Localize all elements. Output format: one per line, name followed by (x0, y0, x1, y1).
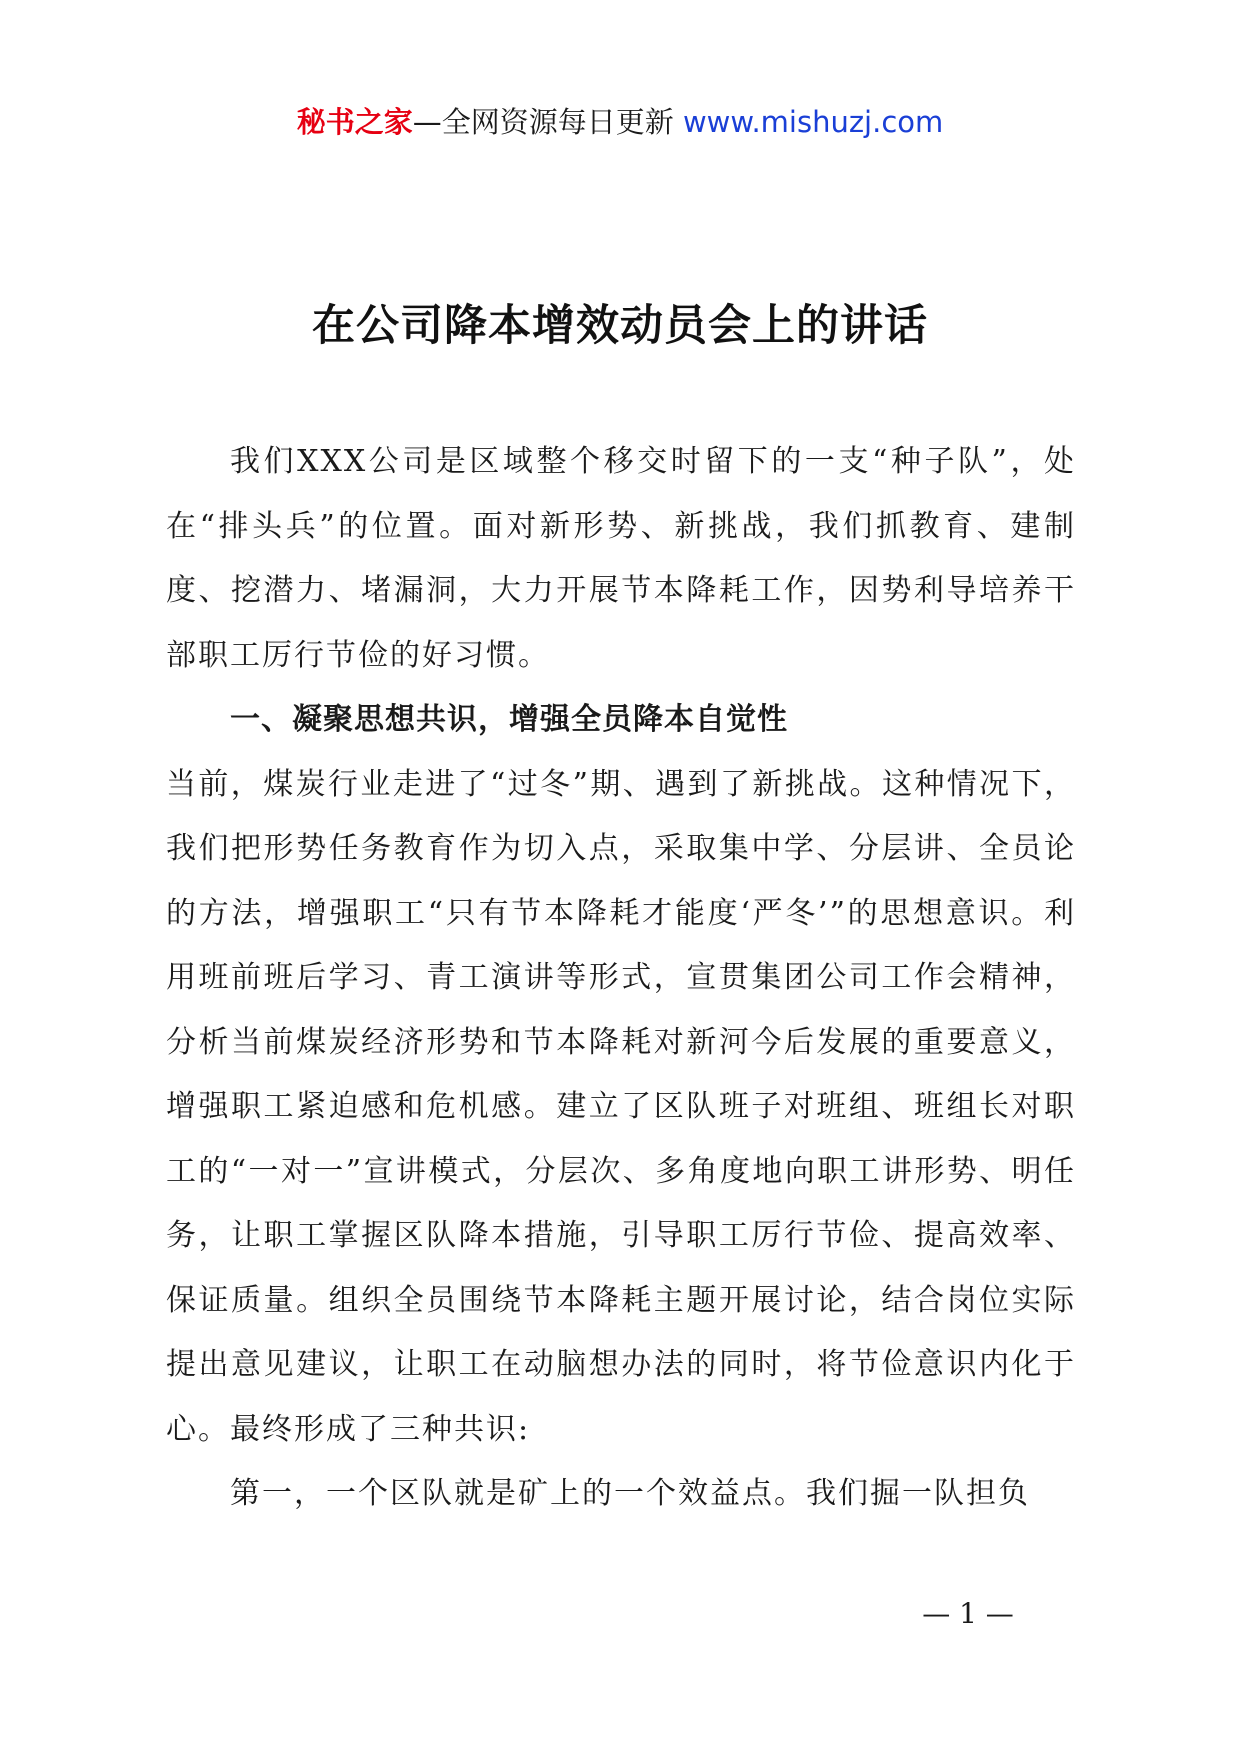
body-paragraph-continued: 第一，一个区队就是矿上的一个效益点。我们掘一队担负 (230, 1476, 1030, 1511)
site-header (0, 100, 1240, 144)
site-url-link[interactable]: www.mishuzj.com (682, 105, 944, 139)
header-slogan: —全网资源每日更新 (412, 105, 683, 139)
intro-paragraph: 我们XXX公司是区域整个移交时留下的一支“种子队”，处在“排头兵”的位置。面对新形势、新挑战，我们抓教育、建制度、挖潜力、堵漏洞，大力开展节本降耗工作，因势利导培养干部职工厉行节俭的好习惯。 (166, 444, 1076, 673)
brand-name: 秘书之家 (296, 105, 413, 139)
document-body (166, 430, 1076, 1527)
section-heading: 一、凝聚思想共识，增强全员降本自觉性 (230, 702, 788, 737)
document-title: 在公司降本增效动员会上的讲话 (312, 301, 928, 351)
page-number: — 1 — (922, 1597, 1014, 1630)
body-paragraph: 当前，煤炭行业走进了“过冬”期、遇到了新挑战。这种情况下，我们把形势任务教育作为切入点，采取集中学、分层讲、全员论的方法，增强职工“只有节本降耗才能度‘严冬’”的思想意识。利用班前班后学习、青工演讲等形式，宣贯集团公司工作会精神，分析当前煤炭经济形势和节本降耗对新河今后发展的重要意义，增强职工紧迫感和危机感。建立了区队班子对班组、班组长对职工的“一对一”宣讲模式，分层次、多角度地向职工讲形势、明任务，让职工掌握区队降本措施，引导职工厉行节俭、提高效率、保证质量。组织全员围绕节本降耗主题开展讨论，结合岗位实际提出意见建议，让职工在动脑想办法的同时，将节俭意识内化于心。最终形成了三种共识: (166, 766, 1076, 1447)
